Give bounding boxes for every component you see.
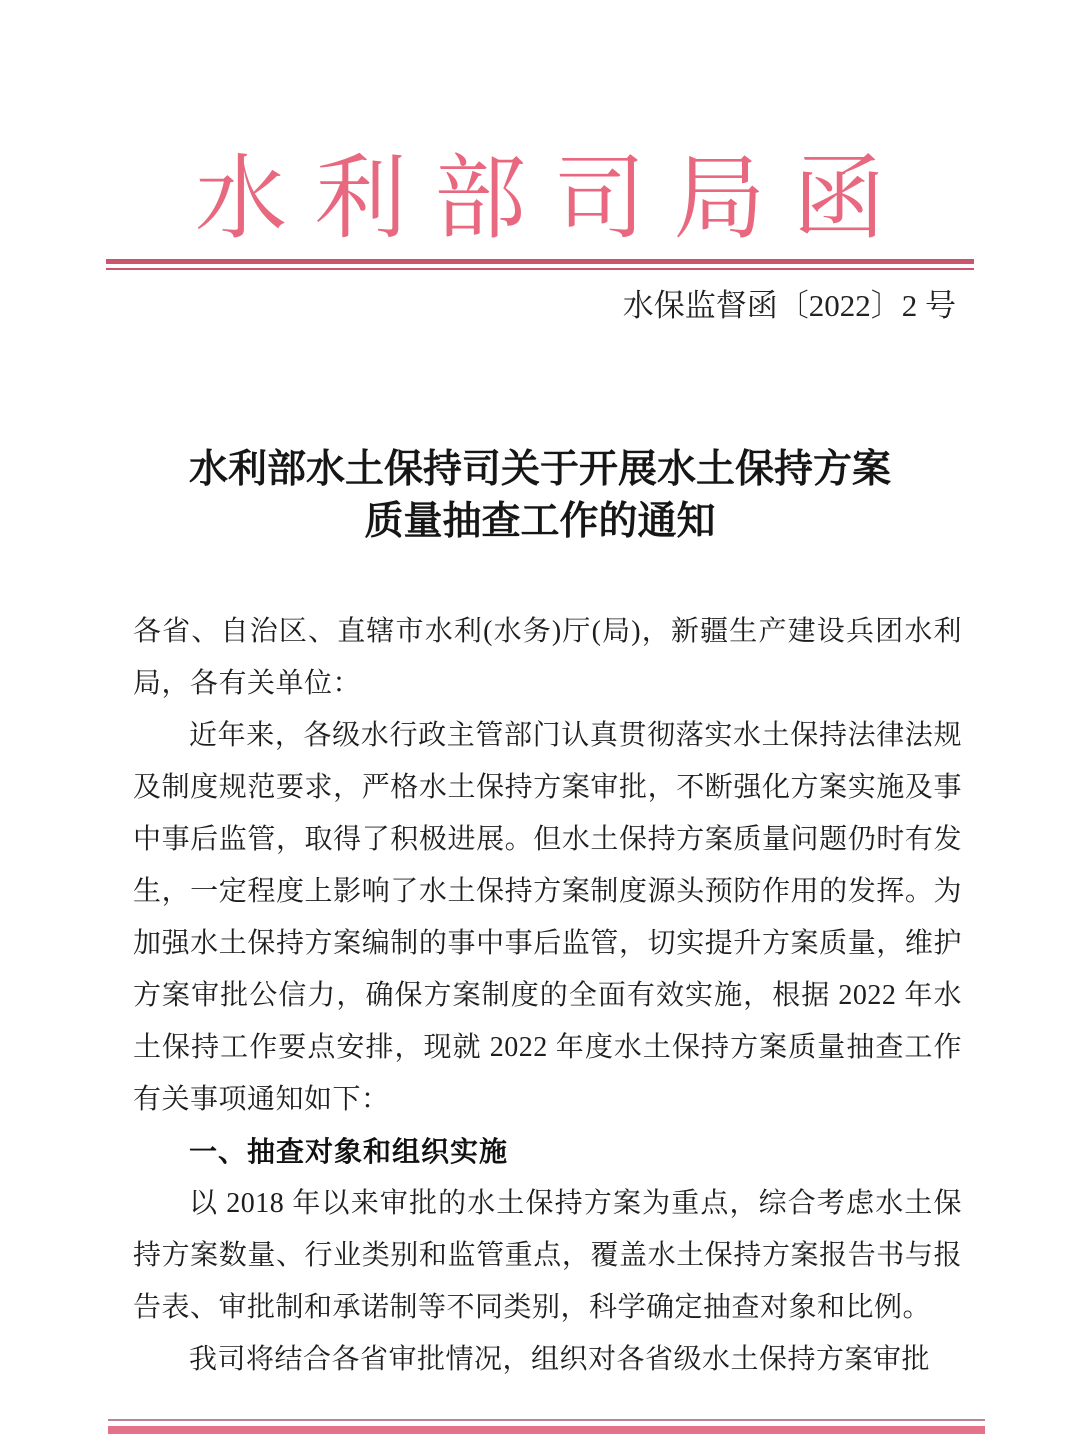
salutation: 各省、自治区、直辖市水利(水务)厅(局)，新疆生产建设兵团水利局，各有关单位： bbox=[133, 616, 962, 699]
footer-rule-thin-line bbox=[108, 1419, 985, 1421]
document-body bbox=[133, 606, 962, 1386]
header-rule-thick-line bbox=[106, 259, 974, 264]
document-number: 水保监督函〔2022〕2 号 bbox=[622, 288, 956, 323]
notice-title-line1: 水利部水土保持司关于开展水土保持方案 bbox=[188, 448, 891, 491]
paragraph-scope: 以 2018 年以来审批的水土保持方案为重点，综合考虑水土保持方案数量、行业类别和监管重点，覆盖水土保持方案报告书与报告表、审批制和承诺制等不同类别，科学确定抽查对象和比例。 bbox=[133, 1188, 962, 1323]
paragraph-intro: 近年来，各级水行政主管部门认真贯彻落实水土保持法律法规及制度规范要求，严格水土保持方案审批，不断强化方案实施及事中事后监管，取得了积极进展。但水土保持方案质量问题仍时有发生，一定程度上影响了水土保持方案制度源头预防作用的发挥。为加强水土保持方案编制的事中事后监管，切实提升方案质量，维护方案审批公信力，确保方案制度的全面有效实施，根据 2022 年水土保持工作要点安排，现就 2022 年度水土保持方案质量抽查工作有关事项通知如下： bbox=[133, 720, 962, 1115]
section-1-heading: 一、抽查对象和组织实施 bbox=[189, 1136, 509, 1167]
notice-title bbox=[0, 444, 1080, 548]
header-double-rule bbox=[106, 259, 974, 270]
masthead-title: 水利部司局函 bbox=[194, 148, 913, 250]
notice-title-line2: 质量抽查工作的通知 bbox=[364, 500, 716, 543]
header-rule-thin-line bbox=[106, 268, 974, 270]
paragraph-organization: 我司将结合各省审批情况，组织对各省级水土保持方案审批 bbox=[189, 1344, 931, 1375]
footer-rule-thick-line bbox=[108, 1426, 985, 1434]
